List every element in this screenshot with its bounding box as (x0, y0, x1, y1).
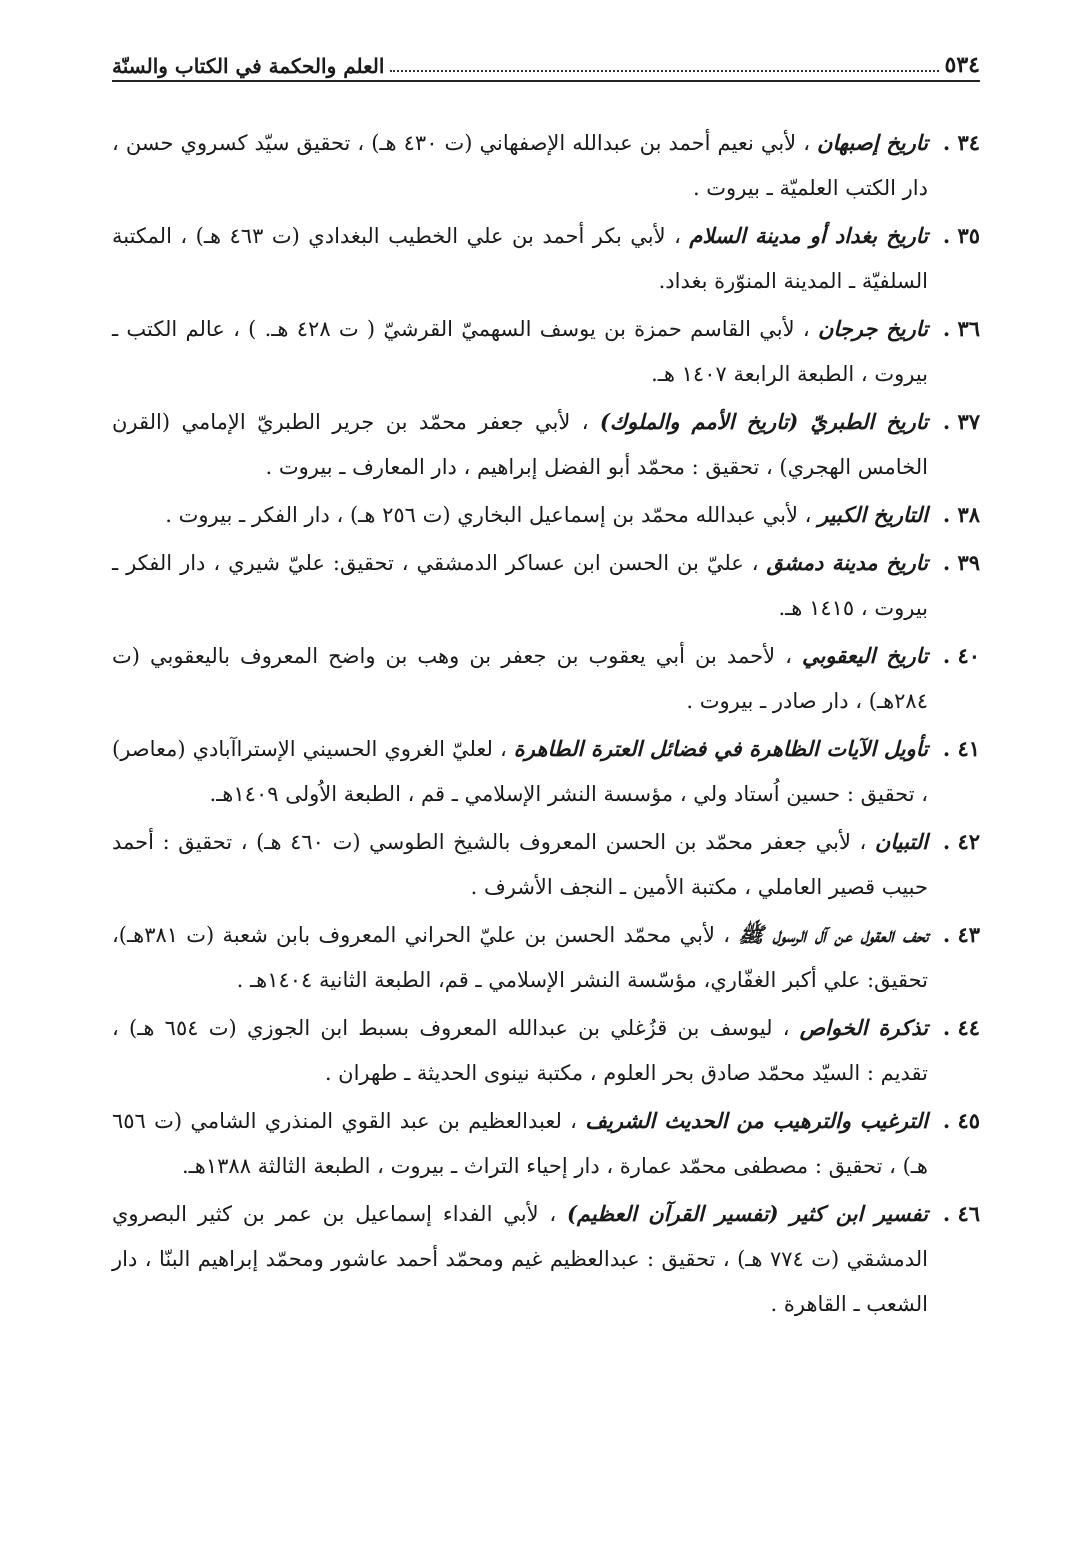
entry-number: ٤٥ . (942, 1108, 980, 1133)
entry-number: ٣٦ . (942, 316, 980, 341)
entry-number: ٤١ . (942, 736, 980, 761)
bibliography-entry (112, 120, 980, 211)
bibliography-entry (112, 306, 980, 397)
entry-title: تاريخ إصبهان (817, 130, 928, 155)
entry-number: ٤٠ . (942, 643, 980, 668)
entry-details: ، لعليّ الغروي الحسيني الإستراآبادي (معاصر) ، تحقيق : حسين اُستاد ولي ، مؤسسة النشر الإسلامي ـ قم ، الطبعة الاُولى ١٤٠٩هـ. (112, 737, 928, 806)
entry-title: تاريخ جرجان (817, 316, 929, 341)
bibliography-entry (112, 399, 980, 490)
entry-number: ٤٢ . (942, 829, 980, 854)
bibliography-entry (112, 819, 980, 910)
page-number: ٥٣٤ (944, 52, 980, 78)
entry-details: ، لأبي محمّد الحسن بن عليّ الحراني المعروف بابن شعبة (ت ٣٨١هـ)، تحقيق: علي أكبر الغفّاري، مؤسّسة النشر الإسلامي ـ قم، الطبعة الثانية ١٤٠٤هـ . (112, 923, 928, 992)
entry-details: ، لأبي بكر أحمد بن علي الخطيب البغدادي (ت ٤٦٣ هـ) ، المكتبة السلفيّة ـ المدينة المنوّرة بغداد. (112, 224, 928, 293)
running-header (112, 38, 980, 78)
entry-title: تاريخ مدينة دمشق (766, 550, 928, 575)
entry-title: تفسير ابن كثير (تفسير القرآن العظيم) (567, 1201, 928, 1226)
entry-title: الترغيب والترهيب من الحديث الشريف (585, 1108, 928, 1133)
entry-title: تاريخ الطبريّ (تاريخ الأمم والملوك) (599, 409, 928, 434)
entry-number: ٤٦ . (942, 1201, 980, 1226)
entry-number: ٣٩ . (942, 550, 980, 575)
entry-details: ، لعبدالعظيم بن عبد القوي المنذري الشامي (ت ٦٥٦ هـ) ، تحقيق : مصطفى محمّد عمارة ، دار إحياء التراث ـ بيروت ، الطبعة الثالثة ١٣٨٨هـ. (112, 1109, 928, 1178)
entry-number: ٤٣ . (942, 922, 980, 947)
entry-title: تحف العقول عن آل الرسول ﷺ (738, 922, 928, 947)
bibliography-entry (112, 540, 980, 631)
entry-title: تاريخ اليعقوبي (801, 643, 928, 668)
entry-details: ، لأبي القاسم حمزة بن يوسف السهميّ القرشيّ ( ت ٤٢٨ هـ. ) ، عالم الكتب ـ بيروت ، الطبعة الرابعة ١٤٠٧ هـ. (112, 317, 928, 386)
entry-title: التبيان (874, 829, 928, 854)
entry-details: ، لأبي نعيم أحمد بن عبدالله الإصفهاني (ت ٤٣٠ هـ) ، تحقيق سيّد كسروي حسن ، دار الكتب العلميّة ـ بيروت . (112, 131, 928, 200)
bibliography-entry (112, 1005, 980, 1096)
bibliography-entry (112, 912, 980, 1003)
bibliography-entry (112, 633, 980, 724)
bibliography-entry (112, 1191, 980, 1327)
entry-number: ٣٥ . (942, 223, 980, 248)
entry-details: ، لأبي جعفر محمّد بن جرير الطبريّ الإمامي (القرن الخامس الهجري) ، تحقيق : محمّد أبو الفضل إبراهيم ، دار المعارف ـ بيروت . (112, 410, 928, 479)
bibliography-entry (112, 1098, 980, 1189)
entry-details: ، لأبي عبدالله محمّد بن إسماعيل البخاري (ت ٢٥٦ هـ) ، دار الفكر ـ بيروت . (165, 503, 812, 527)
bibliography-entry (112, 492, 980, 538)
entry-title: تأويل الآيات الظاهرة في فضائل العترة الطاهرة (513, 736, 928, 761)
entry-details: ، لأبي جعفر محمّد بن الحسن المعروف بالشيخ الطوسي (ت ٤٦٠ هـ) ، تحقيق : أحمد حبيب قصير العاملي ، مكتبة الأمين ـ النجف الأشرف . (112, 830, 928, 899)
bibliography-entry (112, 726, 980, 817)
entry-number: ٣٧ . (942, 409, 980, 434)
bibliography-list (112, 120, 980, 1329)
entry-details: ، لأبي الفداء إسماعيل بن عمر بن كثير البصروي الدمشقي (ت ٧٧٤ هـ) ، تحقيق : عبدالعظيم غيم ومحمّد أحمد عاشور ومحمّد إبراهيم البنّا ، دار الشعب ـ القاهرة . (112, 1202, 928, 1316)
header-dot-leader (390, 69, 938, 72)
entry-details: ، لأحمد بن أبي يعقوب بن جعفر بن وهب بن واضح المعروف باليعقوبي (ت ٢٨٤هـ) ، دار صادر ـ بيروت . (112, 644, 928, 713)
entry-number: ٤٤ . (942, 1015, 980, 1040)
entry-title: التاريخ الكبير (818, 502, 928, 527)
entry-title: تاريخ بغداد أو مدينة السلام (689, 223, 928, 248)
book-title: العلم والحكمة في الكتاب والسنّة (112, 54, 385, 78)
entry-number: ٣٤ . (942, 130, 980, 155)
entry-number: ٣٨ . (942, 502, 980, 527)
entry-details: ، عليّ بن الحسن ابن عساكر الدمشقي ، تحقيق: عليّ شيري ، دار الفكر ـ بيروت ، ١٤١٥ هـ. (112, 551, 928, 620)
header-rule (112, 80, 980, 82)
entry-title: تذكرة الخواص (799, 1015, 928, 1040)
entry-details: ، ليوسف بن قزُغلي بن عبدالله المعروف بسبط ابن الجوزي (ت ٦٥٤ هـ) ، تقديم : السيّد محمّد صادق بحر العلوم ، مكتبة نينوى الحديثة ـ طهران . (112, 1016, 928, 1085)
bibliography-entry (112, 213, 980, 304)
